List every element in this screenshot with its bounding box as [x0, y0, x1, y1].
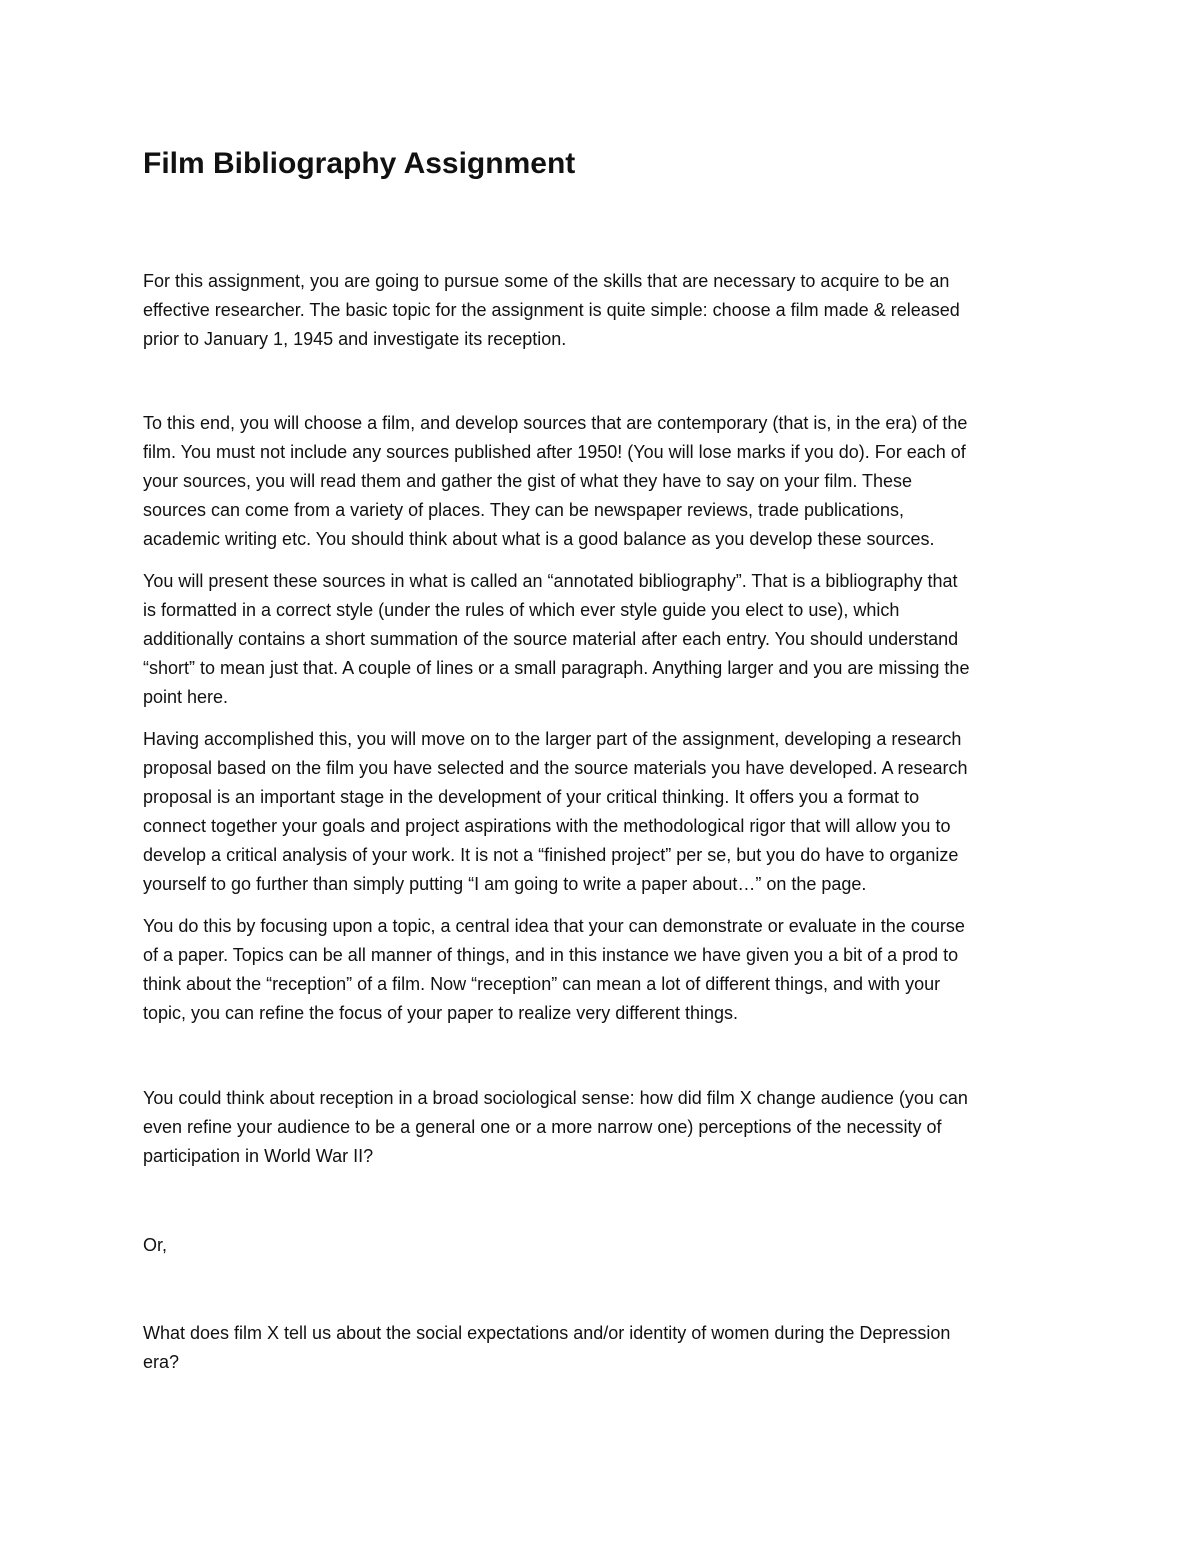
text-line: You could think about reception in a broad sociological sense: how did film X change audience (you can: [143, 1088, 968, 1108]
paragraph-sources: [143, 409, 1068, 554]
paragraph-example-women: [143, 1319, 1068, 1377]
text-line: topic, you can refine the focus of your paper to realize very different things.: [143, 1003, 739, 1023]
paragraph-topic: [143, 912, 1068, 1028]
document-title: Film Bibliography Assignment: [143, 147, 576, 180]
text-line: additionally contains a short summation of the source material after each entry. You should understand: [143, 629, 959, 649]
text-line: prior to January 1, 1945 and investigate its reception.: [143, 329, 567, 349]
text-line: proposal is an important stage in the development of your critical thinking. It offers you a format to: [143, 787, 920, 807]
text-line: Having accomplished this, you will move on to the larger part of the assignment, developing a research: [143, 729, 962, 749]
text-line: proposal based on the film you have selected and the source materials you have developed. A research: [143, 758, 968, 778]
text-line: of a paper. Topics can be all manner of things, and in this instance we have given you a bit of a prod to: [143, 945, 959, 965]
text-line: participation in World War II?: [143, 1146, 374, 1166]
text-line: develop a critical analysis of your work. It is not a “finished project” per se, but you do have to organize: [143, 845, 959, 865]
text-line: yourself to go further than simply putting “I am going to write a paper about…” on the page.: [143, 874, 867, 894]
text-line: You will present these sources in what is called an “annotated bibliography”. That is a bibliography that: [143, 571, 958, 591]
paragraph-research-proposal: [143, 725, 1068, 899]
text-line: era?: [143, 1352, 180, 1372]
text-line: point here.: [143, 687, 229, 707]
text-line: sources can come from a variety of places. They can be newspaper reviews, trade publications,: [143, 500, 905, 520]
text-line: academic writing etc. You should think about what is a good balance as you develop these sources.: [143, 529, 935, 549]
text-line: connect together your goals and project aspirations with the methodological rigor that will allow you to: [143, 816, 951, 836]
text-line: For this assignment, you are going to pursue some of the skills that are necessary to acquire to be an: [143, 271, 950, 291]
paragraph-example-sociological: [143, 1084, 1068, 1171]
text-line: To this end, you will choose a film, and develop sources that are contemporary (that is, in the era) of the: [143, 413, 968, 433]
paragraph-intro: [143, 267, 1068, 354]
paragraph-annotated-bibliography: [143, 567, 1068, 712]
text-line: is formatted in a correct style (under the rules of which ever style guide you elect to use), which: [143, 600, 900, 620]
text-line: Or,: [143, 1235, 168, 1255]
text-line: What does film X tell us about the social expectations and/or identity of women during the Depression: [143, 1323, 951, 1343]
text-line: You do this by focusing upon a topic, a central idea that your can demonstrate or evaluate in the course: [143, 916, 965, 936]
text-line: even refine your audience to be a general one or a more narrow one) perceptions of the necessity of: [143, 1117, 942, 1137]
paragraph-or: [143, 1231, 1068, 1260]
text-line: film. You must not include any sources published after 1950! (You will lose marks if you do). For each of: [143, 442, 966, 462]
text-line: think about the “reception” of a film. Now “reception” can mean a lot of different things, and with your: [143, 974, 941, 994]
text-line: “short” to mean just that. A couple of lines or a small paragraph. Anything larger and you are missing the: [143, 658, 970, 678]
text-line: your sources, you will read them and gather the gist of what they have to say on your film. These: [143, 471, 913, 491]
text-line: effective researcher. The basic topic for the assignment is quite simple: choose a film made & released: [143, 300, 960, 320]
